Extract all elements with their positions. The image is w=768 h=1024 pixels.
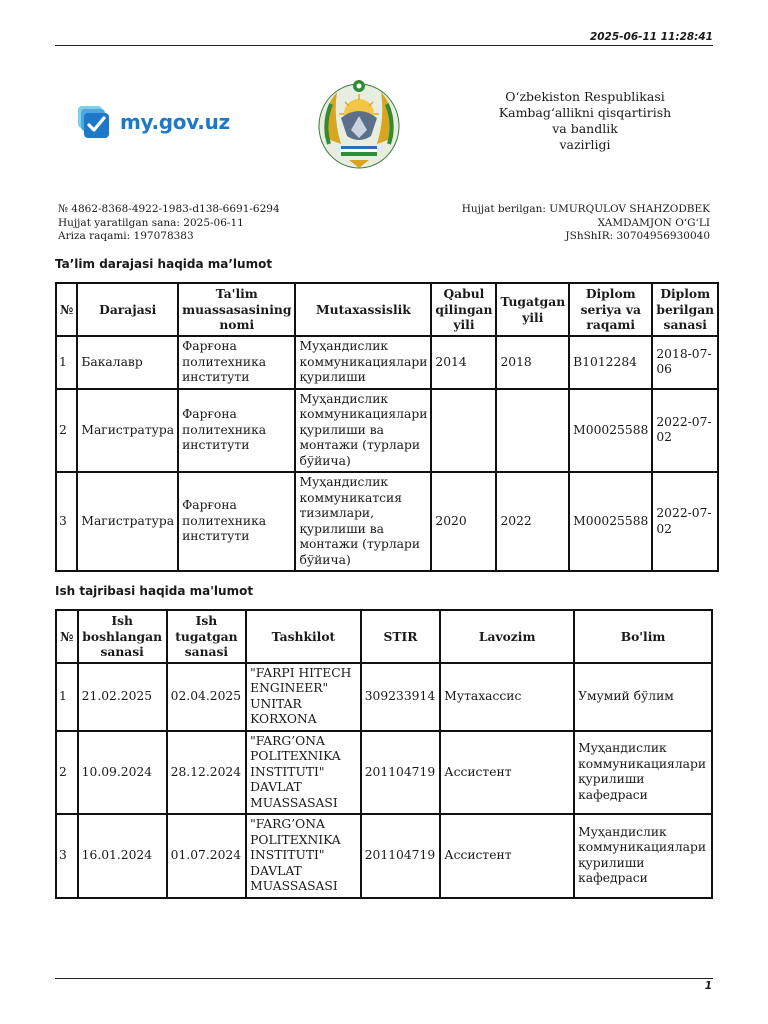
document-meta-right [462, 203, 710, 244]
table-cell: "FARG’ONA POLITEXNIKA INSTITUTI" DAVLAT MUASSASASI [246, 731, 361, 815]
mygov-logo [76, 103, 230, 141]
table-cell: 1 [56, 336, 77, 389]
table-cell: 2014 [431, 336, 496, 389]
table-cell: 2020 [431, 472, 496, 571]
pinfl: JShShIR: 30704956930040 [565, 230, 710, 242]
col-header: Tugatgan yili [496, 283, 569, 336]
table-cell: 309233914 [361, 663, 441, 731]
table-cell: 2 [56, 731, 78, 815]
table-cell: Фарғона политехника институти [178, 389, 295, 473]
col-header: Lavozim [440, 610, 574, 663]
table-cell: 01.07.2024 [167, 814, 247, 898]
table-cell: 2022 [496, 472, 569, 571]
table-cell: 3 [56, 472, 77, 571]
education-header-row [56, 283, 718, 336]
table-cell: "FARG’ONA POLITEXNIKA INSTITUTI" DAVLAT MUASSASASI [246, 814, 361, 898]
table-cell: 2018-07-06 [652, 336, 718, 389]
education-section-title: Ta’lim darajasi haqida ma’lumot [55, 257, 273, 271]
table-row [56, 389, 718, 473]
application-number: Ariza raqami: 197078383 [58, 230, 194, 242]
education-table [55, 282, 719, 572]
table-cell: M00025588 [569, 472, 652, 571]
ministry-line: O‘zbekiston Respublikasi [505, 89, 665, 104]
creation-date: Hujjat yaratilgan sana: 2025-06-11 [58, 216, 244, 229]
table-cell: 16.01.2024 [78, 814, 167, 898]
table-cell: 10.09.2024 [78, 731, 167, 815]
table-cell: 2022-07-02 [652, 389, 718, 473]
table-cell: Фарғона политехника институти [178, 336, 295, 389]
ministry-name [480, 89, 690, 153]
col-header: Tashkilot [246, 610, 361, 663]
table-row [56, 472, 718, 571]
table-cell: Магистратура [77, 472, 178, 571]
col-header: № [56, 610, 78, 663]
state-emblem [311, 74, 407, 178]
col-header: Diplom seriya va raqami [569, 283, 652, 336]
col-header: Ish boshlangan sanasi [78, 610, 167, 663]
table-cell: Муҳандислик коммуникатсия тизимлари, қурилиши ва монтажи (турлари бўйича) [295, 472, 431, 571]
issued-to: Hujjat berilgan: UMURQULOV SHAHZODBEK [461, 203, 710, 215]
table-cell: 201104719 [361, 731, 441, 815]
bottom-divider [55, 978, 713, 979]
table-cell [496, 389, 569, 473]
table-cell: Фарғона политехника институти [178, 472, 295, 571]
col-header: Darajasi [77, 283, 178, 336]
document-timestamp: 2025-06-11 11:28:41 [589, 31, 713, 43]
table-cell: "FARPI HITECH ENGINEER" UNITAR KORXONA [246, 663, 361, 731]
top-divider [55, 45, 713, 46]
col-header: Bo'lim [574, 610, 712, 663]
table-cell: B1012284 [569, 336, 652, 389]
col-header: Ta'lim muassasasining nomi [178, 283, 295, 336]
mygov-checkmark-icon [76, 104, 112, 140]
table-cell: Муҳандислик коммуникациялари қурилиши кафедраси [574, 731, 712, 815]
table-cell: 2022-07-02 [652, 472, 718, 571]
table-cell: Муҳандислик коммуникациялари қурилиши ва монтажи (турлари бўйича) [295, 389, 431, 473]
issued-to-patronymic: XAMDAMJON O‘G‘LI [597, 216, 710, 229]
page-number: 1 [704, 980, 712, 992]
table-cell [431, 389, 496, 473]
table-cell: 3 [56, 814, 78, 898]
col-header: Diplom berilgan sanasi [652, 283, 718, 336]
ministry-line: Kambag‘allikni qisqartirish [498, 105, 672, 120]
logo-text: my.gov.uz [120, 110, 230, 134]
table-cell: 28.12.2024 [167, 731, 247, 815]
table-cell: Ассистент [440, 731, 574, 815]
table-cell: Муҳандислик коммуникациялари қурилиши кафедраси [574, 814, 712, 898]
ministry-line: va bandlik [552, 121, 618, 136]
table-cell: Магистратура [77, 389, 178, 473]
document-number: № 4862-8368-4922-1983-d138-6691-6294 [58, 203, 280, 215]
work-table [55, 609, 713, 899]
table-cell: Мутахассис [440, 663, 574, 731]
table-cell: 21.02.2025 [78, 663, 167, 731]
col-header: STIR [361, 610, 441, 663]
table-row [56, 731, 712, 815]
table-row [56, 814, 712, 898]
table-cell: 2 [56, 389, 77, 473]
table-cell: Умумий бўлим [574, 663, 712, 731]
table-cell: M00025588 [569, 389, 652, 473]
col-header: № [56, 283, 77, 336]
ministry-line: vazirligi [559, 137, 611, 152]
col-header: Mutaxassislik [295, 283, 431, 336]
table-cell: 201104719 [361, 814, 441, 898]
col-header: Ish tugatgan sanasi [167, 610, 247, 663]
col-header: Qabul qilingan yili [431, 283, 496, 336]
table-row [56, 663, 712, 731]
table-cell: 2018 [496, 336, 569, 389]
table-cell: 02.04.2025 [167, 663, 247, 731]
table-cell: Ассистент [440, 814, 574, 898]
work-section-title: Ish tajribasi haqida ma'lumot [55, 584, 254, 598]
table-cell: Бакалавр [77, 336, 178, 389]
table-row [56, 336, 718, 389]
table-cell: 1 [56, 663, 78, 731]
table-cell: Муҳандислик коммуникациялари қурилиши [295, 336, 431, 389]
work-header-row [56, 610, 712, 663]
document-meta-left [58, 203, 280, 244]
